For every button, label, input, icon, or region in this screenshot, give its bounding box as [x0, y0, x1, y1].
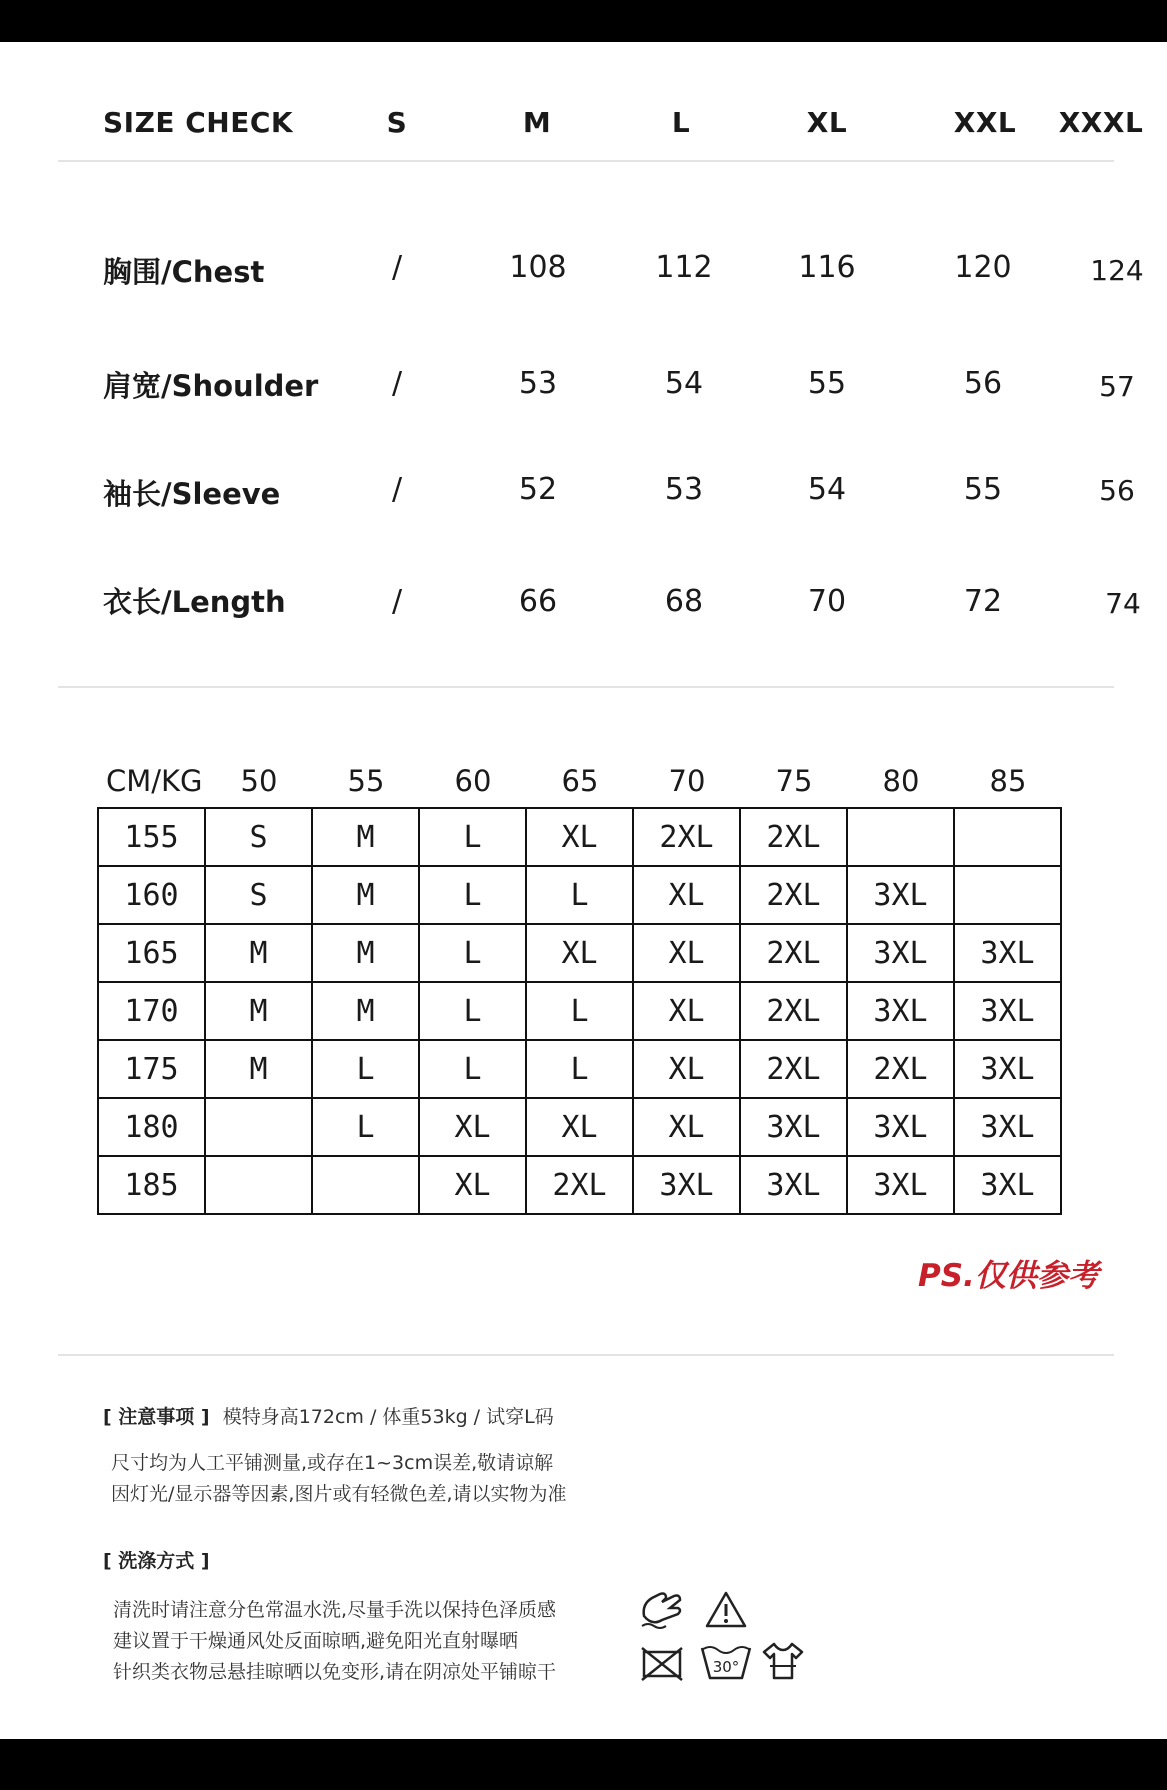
grid-cell: L: [312, 1040, 419, 1098]
grid-cell: 3XL: [847, 924, 954, 982]
grid-cell: 2XL: [740, 866, 847, 924]
top-black-bar: [0, 0, 1167, 42]
header-divider: [58, 160, 1114, 162]
table-row: [98, 924, 1061, 982]
cell: 57: [1099, 370, 1135, 403]
do-not-wring-icon: [640, 1644, 684, 1684]
grid-cell: L: [526, 982, 633, 1040]
table-row: [98, 1040, 1061, 1098]
row-label: 袖长/Sleeve: [103, 477, 281, 511]
reference-only-note: PS.仅供参考: [918, 1258, 1099, 1294]
grid-cell: L: [312, 1098, 419, 1156]
table-row: [98, 866, 1061, 924]
grid-cell: L: [419, 1040, 526, 1098]
grid-cell: XL: [633, 1098, 740, 1156]
grid-cell: 3XL: [847, 1156, 954, 1214]
grid-cell: XL: [633, 924, 740, 982]
cell: 56: [963, 366, 1003, 401]
grid-cell: S: [205, 808, 312, 866]
grid-cell: [954, 808, 1061, 866]
note-line: 尺寸均为人工平铺测量,或存在1~3cm误差,敬请谅解: [111, 1452, 554, 1474]
weight-header: 70: [668, 764, 706, 798]
grid-cell: M: [312, 982, 419, 1040]
size-fit-grid: [97, 807, 1062, 1215]
grid-cell: 3XL: [954, 1098, 1061, 1156]
grid-cell: XL: [633, 982, 740, 1040]
height-cell: 155: [98, 808, 205, 866]
height-cell: 185: [98, 1156, 205, 1214]
grid-cell: 3XL: [847, 1098, 954, 1156]
grid-cell: M: [312, 866, 419, 924]
grid-cell: M: [312, 808, 419, 866]
grid-cell: [205, 1098, 312, 1156]
grid-cell: [954, 866, 1061, 924]
grid-cell: XL: [526, 1098, 633, 1156]
weight-header: 85: [989, 764, 1027, 798]
grid-cell: 2XL: [740, 1040, 847, 1098]
washing-line: 针织类衣物忌悬挂晾晒以免变形,请在阴凉处平铺晾干: [113, 1661, 557, 1683]
weight-header: 80: [882, 764, 920, 798]
cell: 124: [1090, 254, 1144, 287]
grid-cell: L: [419, 924, 526, 982]
cell: /: [391, 366, 403, 401]
grid-cell: 2XL: [740, 808, 847, 866]
grid-cell: 3XL: [633, 1156, 740, 1214]
grid-cell: XL: [526, 924, 633, 982]
grid-corner-label: CM/KG: [106, 764, 203, 798]
grid-cell: 2XL: [847, 1040, 954, 1098]
grid-cell: XL: [419, 1156, 526, 1214]
grid-cell: [312, 1156, 419, 1214]
cell: 55: [807, 366, 847, 401]
cell: 112: [655, 250, 713, 285]
height-cell: 175: [98, 1040, 205, 1098]
row-label: 肩宽/Shoulder: [103, 369, 319, 403]
cell: 53: [664, 472, 704, 507]
grid-cell: M: [205, 1040, 312, 1098]
grid-cell: 3XL: [954, 1156, 1061, 1214]
note-line: 因灯光/显示器等因素,图片或有轻微色差,请以实物为准: [111, 1483, 567, 1505]
cell: 68: [664, 584, 704, 619]
cell: 55: [963, 472, 1003, 507]
cell: 108: [509, 250, 567, 285]
wash-30-icon: [698, 1638, 754, 1684]
notes-divider: [58, 1354, 1114, 1356]
table-row: [98, 808, 1061, 866]
cell: 120: [954, 250, 1012, 285]
grid-cell: XL: [419, 1098, 526, 1156]
hand-wash-icon: [638, 1586, 688, 1632]
cell: 74: [1105, 587, 1141, 620]
wash-temp-label: 30°: [712, 1658, 740, 1676]
row-label: 胸围/Chest: [103, 255, 265, 289]
weight-header: 50: [240, 764, 278, 798]
weight-header: 75: [775, 764, 813, 798]
grid-cell: M: [312, 924, 419, 982]
weight-header: 65: [561, 764, 599, 798]
height-cell: 165: [98, 924, 205, 982]
table-row: [98, 1156, 1061, 1214]
grid-cell: 2XL: [526, 1156, 633, 1214]
height-cell: 180: [98, 1098, 205, 1156]
cell: 54: [664, 366, 704, 401]
grid-cell: L: [419, 982, 526, 1040]
cell: 56: [1099, 474, 1135, 507]
height-cell: 160: [98, 866, 205, 924]
section-divider: [58, 686, 1114, 688]
grid-cell: L: [526, 1040, 633, 1098]
grid-cell: XL: [633, 1040, 740, 1098]
cell: 54: [807, 472, 847, 507]
grid-cell: 3XL: [847, 982, 954, 1040]
row-label: 衣长/Length: [103, 585, 286, 619]
grid-cell: M: [205, 982, 312, 1040]
weight-header: 55: [347, 764, 385, 798]
bottom-black-bar: [0, 1739, 1167, 1790]
washing-line: 建议置于干燥通风处反面晾晒,避免阳光直射曝晒: [113, 1630, 519, 1652]
table-row: [98, 1098, 1061, 1156]
grid-cell: 3XL: [954, 982, 1061, 1040]
washing-heading: [ 洗涤方式 ]: [103, 1550, 210, 1572]
grid-cell: [205, 1156, 312, 1214]
grid-cell: 3XL: [954, 924, 1061, 982]
cell: /: [391, 250, 403, 285]
grid-cell: 2XL: [740, 924, 847, 982]
cell: /: [391, 584, 403, 619]
cell: 116: [798, 250, 856, 285]
grid-cell: XL: [526, 808, 633, 866]
grid-cell: [847, 808, 954, 866]
cell: 70: [807, 584, 847, 619]
grid-cell: XL: [633, 866, 740, 924]
grid-cell: M: [205, 924, 312, 982]
grid-cell: L: [419, 808, 526, 866]
notes-header-line: [103, 1402, 554, 1429]
cell: 66: [518, 584, 558, 619]
grid-cell: 3XL: [740, 1098, 847, 1156]
cell: 53: [518, 366, 558, 401]
cell: 72: [963, 584, 1003, 619]
grid-cell: 3XL: [954, 1040, 1061, 1098]
height-cell: 170: [98, 982, 205, 1040]
grid-cell: 2XL: [740, 982, 847, 1040]
cell: 52: [518, 472, 558, 507]
model-info: 模特身高172cm / 体重53kg / 试穿L码: [222, 1406, 554, 1428]
grid-cell: 3XL: [740, 1156, 847, 1214]
table-row: [98, 982, 1061, 1040]
grid-cell: S: [205, 866, 312, 924]
grid-cell: 2XL: [633, 808, 740, 866]
grid-cell: L: [419, 866, 526, 924]
warning-triangle-icon: [704, 1590, 748, 1630]
grid-cell: L: [526, 866, 633, 924]
notes-heading: [ 注意事项 ]: [103, 1406, 210, 1428]
size-check-title: SIZE CHECK: [103, 106, 294, 139]
weight-header: 60: [454, 764, 492, 798]
washing-line: 清洗时请注意分色常温水洗,尽量手洗以保持色泽质感: [113, 1599, 557, 1621]
grid-cell: 3XL: [847, 866, 954, 924]
cell: /: [391, 472, 403, 507]
flat-dry-icon: [760, 1640, 806, 1682]
